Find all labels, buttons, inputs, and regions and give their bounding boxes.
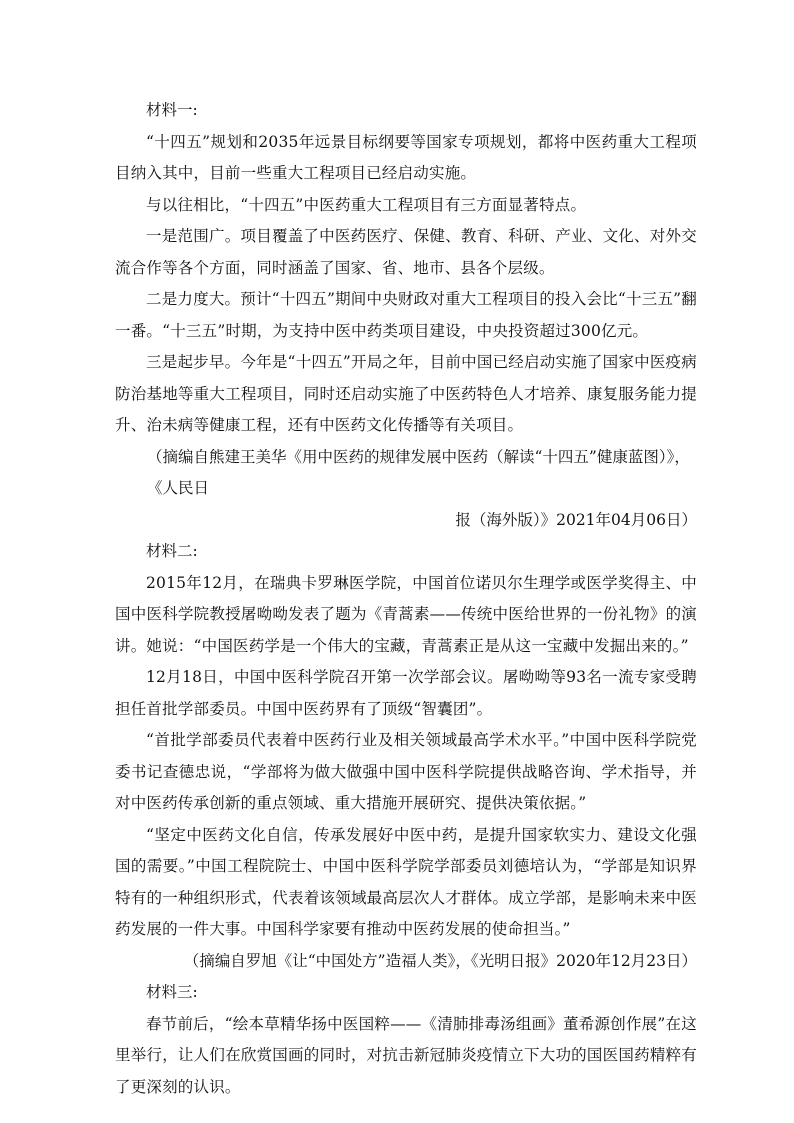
material-three-heading: 材料三: (146, 983, 198, 1001)
material-one-source-line: （摘编自熊建王美华《用中医药的规律发展中医药（解读“十四五”健康蓝图）》，《人民日 (147, 447, 690, 497)
material-one-source-line: 报（海外版）》2021年04月06日） (455, 510, 697, 529)
material-two-heading: 材料二: (146, 542, 198, 560)
material-two-source: （摘编自罗旭《让“中国处方”造福人类》，《光明日报》2020年12月23日） (183, 951, 697, 970)
material-one-paragraph: 与以往相比，“十四五”中医药重大工程项目有三方面显著特点。 (146, 195, 587, 214)
material-one-paragraph: 三是起步早。今年是“十四五”开局之年，目前中国已经启动实施了国家中医疫病防治基地等重大工程项目，同时还启动实施了中医药特色人才培养、康复服务能力提升、治未病等健康工程，还有中医药文化传播等有关项目。 (115, 353, 697, 434)
material-one-heading: 材料一: (146, 101, 198, 119)
material-two-paragraph: 2015年12月，在瑞典卡罗琳医学院，中国首位诺贝尔生理学或医学奖得主、中国中医科学院教授屠呦呦发表了题为《青蒿素——传统中医给世界的一份礼物》的演讲。她说：“中国医药学是一个伟大的宝藏，青蒿素正是从这一宝藏中发掘出来的。” (115, 573, 697, 655)
material-two-paragraph: “坚定中医药文化自信，传承发展好中医中药，是提升国家软实力、建设文化强国的需要。”中国工程院院士、中国中医科学院学部委员刘德培认为，“学部是知识界特有的一种组织形式，代表着该领域最高层次人才群体。成立学部，是影响未来中医药发展的一件大事。中国科学家要有推动中医药发展的使命担当。” (115, 825, 697, 938)
material-three-paragraph: 春节前后，“绘本草精华扬中医国粹——《清肺排毒汤组画》董希源创作展”在这里举行，让人们在欣赏国画的同时，对抗击新冠肺炎疫情立下大功的国医国药精粹有了更深刻的认识。 (115, 1014, 697, 1096)
material-one-source (115, 442, 697, 537)
material-two-paragraph: 12月18日，中国中医科学院召开第一次学部会议。屠呦呦等93名一流专家受聘担任首批学部委员。中国中医药界有了顶级“智囊团”。 (115, 668, 697, 718)
document-page (115, 95, 697, 1103)
material-one-paragraph: “十四五”规划和2035年远景目标纲要等国家专项规划，都将中医药重大工程项目纳入其中，目前一些重大工程项目已经启动实施。 (115, 132, 697, 182)
material-two-paragraph: “首批学部委员代表着中医药行业及相关领域最高学术水平。”中国中医科学院党委书记查德忠说，“学部将为做大做强中国中医科学院提供战略咨询、学术指导，并对中医药传承创新的重点领域、重大措施开展研究、提供决策依据。” (115, 731, 697, 812)
material-one-paragraph: 一是范围广。项目覆盖了中医药医疗、保健、教育、科研、产业、文化、对外交流合作等各个方面，同时涵盖了国家、省、地市、县各个层级。 (115, 227, 697, 277)
material-one-paragraph: 二是力度大。预计“十四五”期间中央财政对重大工程项目的投入会比“十三五”翻一番。“十三五”时期，为支持中医中药类项目建设，中央投资超过300亿元。 (115, 290, 697, 340)
